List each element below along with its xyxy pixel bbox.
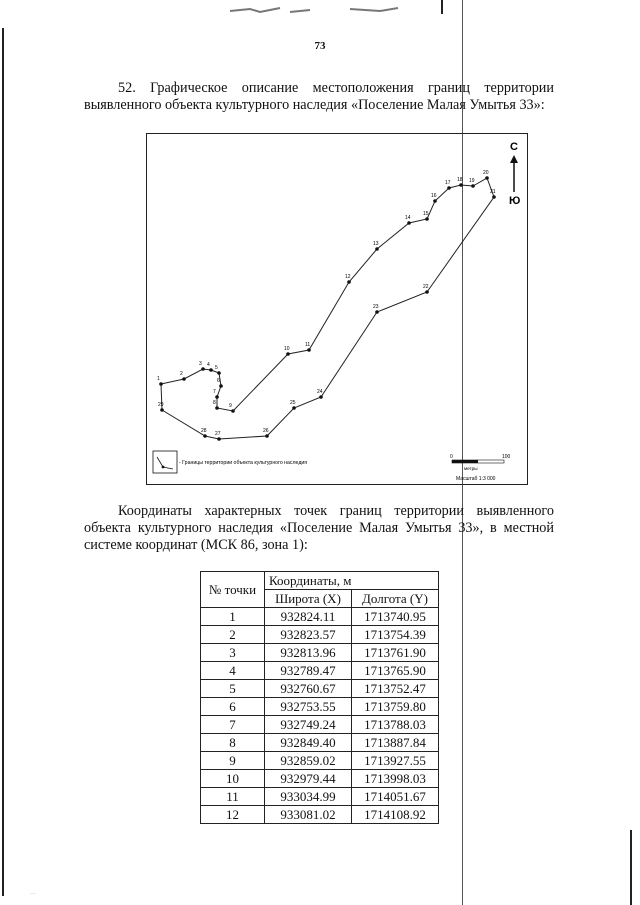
boundary-point	[459, 183, 463, 187]
scan-noise	[230, 6, 400, 16]
coordinates-table	[200, 571, 439, 824]
cell-point-number: 10	[201, 770, 265, 788]
boundary-point	[201, 367, 205, 371]
boundary-point-label: 12	[345, 274, 351, 280]
boundary-point-label: 15	[423, 211, 429, 217]
boundary-point-label: 11	[305, 342, 311, 348]
boundary-point-label: 18	[457, 177, 463, 183]
boundary-point-label: 19	[469, 178, 475, 184]
cell-latitude: 932979.44	[265, 770, 352, 788]
boundary-point	[425, 290, 429, 294]
boundary-point	[347, 280, 351, 284]
table-row	[201, 734, 439, 752]
boundary-point	[215, 395, 219, 399]
table-row	[201, 770, 439, 788]
north-label: С	[510, 141, 518, 153]
table-row	[201, 698, 439, 716]
table-row	[201, 752, 439, 770]
header-coordinates: Координаты, м	[265, 572, 439, 590]
boundary-point-label: 28	[201, 428, 207, 434]
cell-point-number: 7	[201, 716, 265, 734]
cell-longitude: 1713788.03	[352, 716, 439, 734]
table-row	[201, 644, 439, 662]
cell-point-number: 8	[201, 734, 265, 752]
boundary-point-label: 17	[445, 180, 451, 186]
scan-edge-left	[2, 28, 4, 896]
cell-longitude: 1713998.03	[352, 770, 439, 788]
boundary-point	[375, 247, 379, 251]
map-legend	[153, 451, 307, 473]
boundary-point-label: 7	[213, 389, 216, 395]
cell-latitude: 933081.02	[265, 806, 352, 824]
boundary-point	[182, 377, 186, 381]
boundary-point-label: 13	[373, 241, 379, 247]
boundary-point	[265, 434, 269, 438]
boundary-point	[159, 382, 163, 386]
header-point-number: № точки	[201, 572, 265, 608]
boundary-point-label: 25	[290, 400, 296, 406]
table-row	[201, 626, 439, 644]
boundary-point	[215, 406, 219, 410]
boundary-point-label: 26	[263, 428, 269, 434]
page-number: 73	[314, 40, 326, 52]
compass-arrowhead	[510, 155, 518, 163]
boundary-point-label: 5	[215, 365, 218, 371]
cell-point-number: 1	[201, 608, 265, 626]
legend-text: - Границы территории объекта культурного наследия	[179, 460, 308, 466]
boundary-point-label: 9	[229, 403, 232, 409]
cell-point-number: 11	[201, 788, 265, 806]
scan-mark-right	[630, 830, 632, 905]
cell-point-number: 9	[201, 752, 265, 770]
cell-longitude: 1713765.90	[352, 662, 439, 680]
cell-point-number: 4	[201, 662, 265, 680]
cell-longitude: 1713759.80	[352, 698, 439, 716]
cell-longitude: 1714051.67	[352, 788, 439, 806]
cell-longitude: 1714108.92	[352, 806, 439, 824]
boundary-point	[407, 221, 411, 225]
boundary-point	[217, 437, 221, 441]
boundary-point	[217, 371, 221, 375]
cell-point-number: 2	[201, 626, 265, 644]
table-row	[201, 788, 439, 806]
scale-bar	[450, 454, 511, 482]
cell-point-number: 12	[201, 806, 265, 824]
boundary-point	[286, 352, 290, 356]
boundary-point	[219, 384, 223, 388]
table-row	[201, 608, 439, 626]
boundary-point-label: 20	[483, 170, 489, 176]
boundary-point-label: 29	[158, 402, 164, 408]
boundary-point	[307, 348, 311, 352]
compass	[509, 141, 520, 207]
boundary-map-canvas	[147, 134, 529, 486]
paragraph-coordinates-intro: Координаты характерных точек границ территории выявленного объекта культурного наследия «Поселение Малая Умытья 33», в местной системе координат (МСК 86, зона 1):	[84, 503, 554, 553]
cell-latitude: 932813.96	[265, 644, 352, 662]
cell-point-number: 6	[201, 698, 265, 716]
boundary-point	[160, 408, 164, 412]
boundary-point	[433, 199, 437, 203]
legend-swatch	[153, 451, 177, 473]
cell-latitude: 932760.67	[265, 680, 352, 698]
cell-latitude: 932859.02	[265, 752, 352, 770]
scale-bar-fill	[452, 460, 478, 463]
boundary-point-label: 23	[373, 304, 379, 310]
boundary-point-label: 14	[405, 215, 411, 221]
table-row	[201, 680, 439, 698]
cell-point-number: 3	[201, 644, 265, 662]
scale-min: 0	[450, 454, 453, 460]
boundary-point-label: 6	[217, 378, 220, 384]
cell-point-number: 5	[201, 680, 265, 698]
cell-latitude: 932789.47	[265, 662, 352, 680]
boundary-map	[146, 133, 528, 485]
header-longitude: Долгота (Y)	[352, 590, 439, 608]
south-label: Ю	[509, 195, 521, 207]
header-latitude: Широта (X)	[265, 590, 352, 608]
table-header-row	[201, 572, 439, 590]
cell-longitude: 1713927.55	[352, 752, 439, 770]
cell-longitude: 1713740.95	[352, 608, 439, 626]
boundary-point	[209, 368, 213, 372]
boundary-point-label: 16	[431, 193, 437, 199]
boundary-point	[447, 186, 451, 190]
boundary-point-label: 22	[423, 284, 429, 290]
cell-latitude: 932849.40	[265, 734, 352, 752]
scan-corner-mark: …	[30, 890, 37, 896]
paragraph-description: 52. Графическое описание местоположения границ территории выявленного объекта культурного наследия «Поселение Малая Умытья 33»:	[84, 80, 554, 113]
cell-latitude: 932824.11	[265, 608, 352, 626]
boundary-point	[203, 434, 207, 438]
table-row	[201, 806, 439, 824]
boundary-point-label: 8	[213, 400, 216, 406]
boundary-point-label: 3	[199, 361, 202, 367]
cell-longitude: 1713754.39	[352, 626, 439, 644]
boundary-polygon-group	[157, 170, 496, 441]
boundary-point-label: 27	[215, 431, 221, 437]
cell-latitude: 932749.24	[265, 716, 352, 734]
boundary-point	[319, 395, 323, 399]
boundary-point	[471, 184, 475, 188]
scan-fold-line-2	[441, 0, 443, 14]
cell-longitude: 1713761.90	[352, 644, 439, 662]
scale-max: 100	[502, 454, 511, 460]
scale-text: Масштаб 1:3 000	[456, 476, 496, 482]
cell-longitude: 1713887.84	[352, 734, 439, 752]
table-row	[201, 716, 439, 734]
boundary-point-label: 2	[180, 371, 183, 377]
boundary-point	[292, 406, 296, 410]
boundary-point-label: 10	[284, 346, 290, 352]
cell-longitude: 1713752.47	[352, 680, 439, 698]
boundary-point-label: 1	[157, 376, 160, 382]
boundary-point-label: 21	[490, 189, 496, 195]
boundary-point	[485, 176, 489, 180]
boundary-point	[492, 195, 496, 199]
cell-latitude: 932823.57	[265, 626, 352, 644]
boundary-line	[161, 178, 494, 439]
boundary-point-label: 24	[317, 389, 323, 395]
boundary-point-label: 4	[207, 362, 210, 368]
cell-latitude: 933034.99	[265, 788, 352, 806]
boundary-point	[231, 409, 235, 413]
scale-unit: метры	[464, 466, 478, 471]
table-row	[201, 662, 439, 680]
boundary-point	[375, 310, 379, 314]
cell-latitude: 932753.55	[265, 698, 352, 716]
boundary-point	[425, 217, 429, 221]
